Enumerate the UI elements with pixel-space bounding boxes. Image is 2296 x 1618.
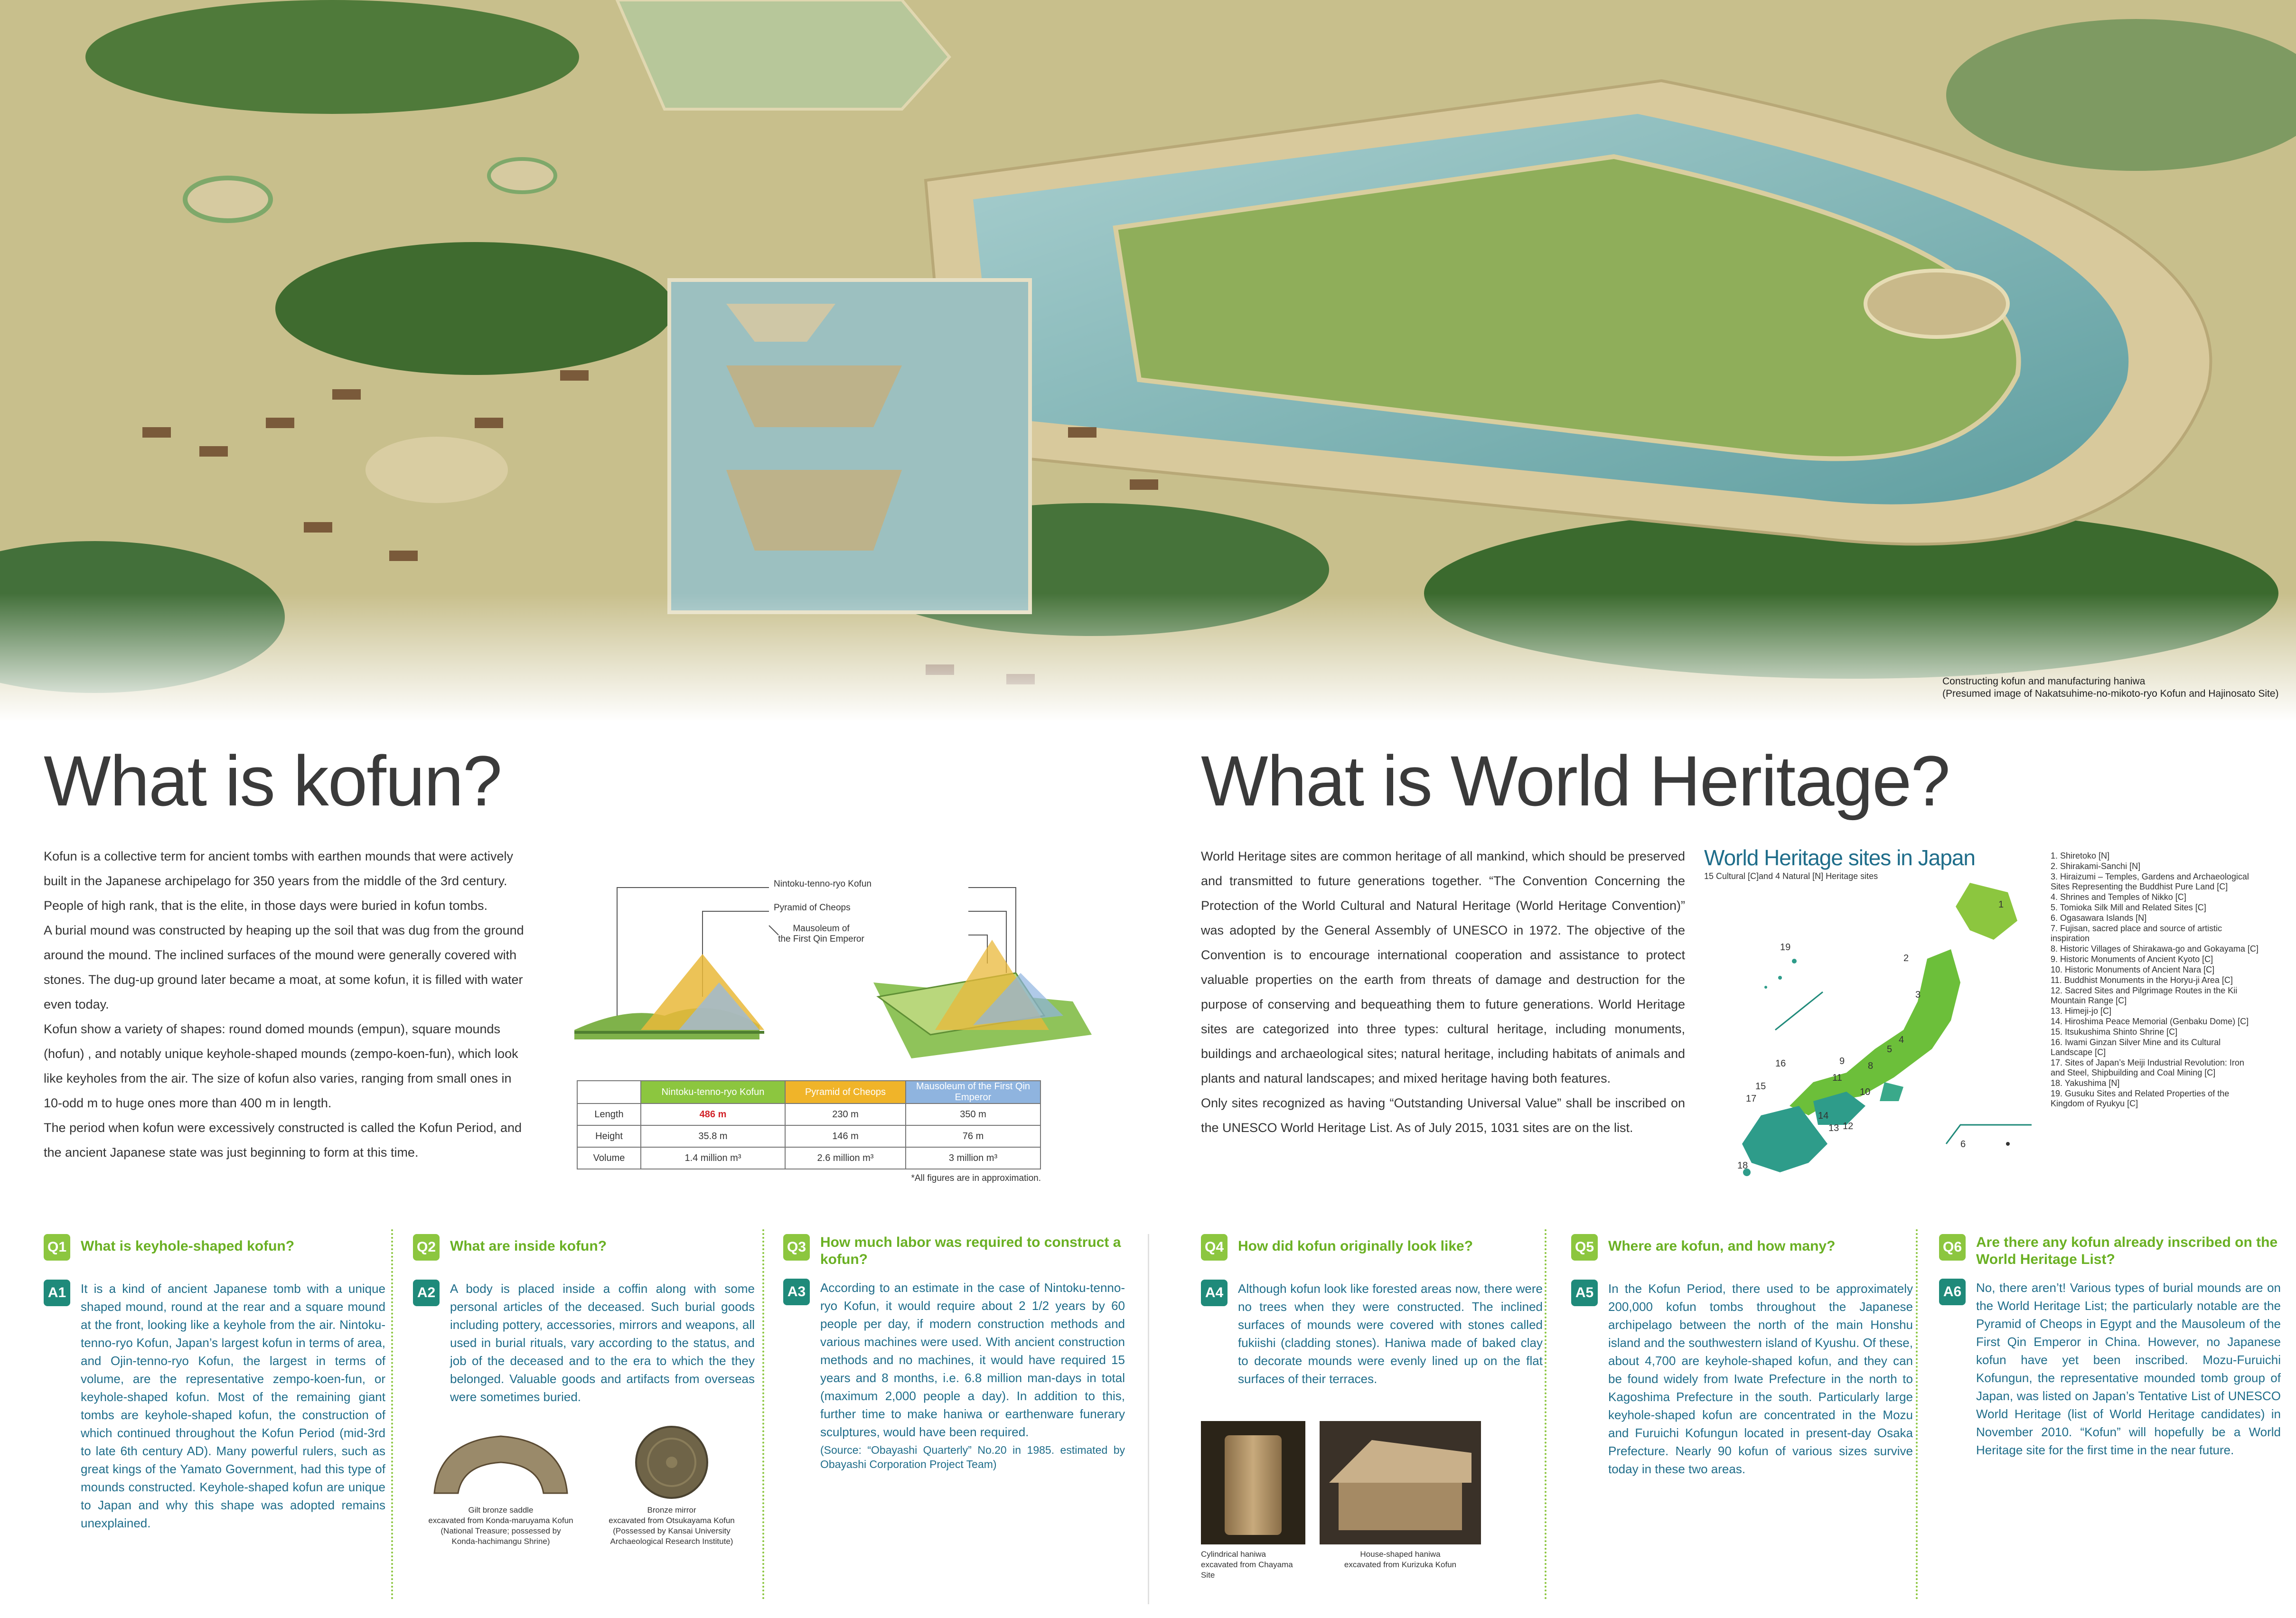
bronze-mirror-image <box>600 1422 743 1503</box>
map-num-8: 8 <box>1868 1061 1874 1071</box>
hero-caption-line1: Constructing kofun and manufacturing haniwa <box>1942 676 2146 687</box>
map-num-15: 15 <box>1755 1081 1766 1092</box>
question-row <box>1939 1234 2281 1268</box>
answer-text: No, there aren’t! Various types of burial mounds are on the World Heritage List; the particularly notable are the Pyramid of Cheops in Egypt and the Mausoleum of the First Qin Emperor in China. However, no Japanese kofun have yet been inscribed. Mozu-Furuichi Kofungun, the representative mounded tomb group of Japan, was listed on Japan’s Tentative List of UNESCO World Heritage (list of World Heritage candidates) in November 2010. “Kofun” will hopefully be a World Heritage site for the first time in the near future. <box>1976 1281 2281 1457</box>
kofun-paragraph: Kofun show a variety of shapes: round domed mounds (empun), square mounds (hofun) , and notably unique keyhole-shaped mounds (zempo-koen-fun), which look like keyholes from the air. The size of kofun also varies, ranging from small ones in 10-odd m to huge ones more than 400 m in length. <box>44 1022 518 1110</box>
table-cell: 3 million m³ <box>906 1147 1040 1169</box>
map-num-11: 11 <box>1832 1073 1842 1083</box>
photo-caption: Cylindrical haniwa excavated from Chayama Site <box>1201 1550 1293 1580</box>
question-text: How did kofun originally look like? <box>1238 1238 1473 1254</box>
answer-row <box>44 1280 385 1532</box>
question-row <box>413 1234 755 1261</box>
table-note: *All figures are in approximation. <box>911 1173 1041 1183</box>
kofun-landscape-illustration <box>0 0 2296 721</box>
answer-row <box>413 1280 755 1406</box>
kofun-paragraph: A burial mound was constructed by heaping up the soil that was dug from the ground around the mound. The inclined surfaces of the mound were generally covered with stones. The dug-up ground later became a moat, at some kofun, it is filled with water even today. <box>44 923 524 1011</box>
table-cell: 1.4 million m³ <box>641 1147 785 1169</box>
a-badge: A1 <box>44 1280 70 1306</box>
photo-caption: Gilt bronze saddle excavated from Konda-maruyama Kofun (National Treasure; possessed by Konda-hachimangu Shrine) <box>428 1506 573 1546</box>
kofun-paragraph: People of high rank, that is the elite, in those days were buried in kofun tombs. <box>44 898 488 913</box>
list-item: 18. Yakushima [N] <box>2051 1078 2120 1088</box>
answer-row <box>1201 1280 1543 1388</box>
answer-row <box>1571 1280 1913 1478</box>
world-heritage-site-list <box>2051 851 2259 1109</box>
table-cell: 486 m <box>641 1104 785 1125</box>
map-subtitle: 15 Cultural [C]and 4 Natural [N] Heritage sites <box>1704 871 1878 881</box>
table-cell: 76 m <box>906 1125 1040 1147</box>
list-item: 10. Historic Monuments of Ancient Nara [C] <box>2051 965 2215 974</box>
label-qin: Mausoleum of the First Qin Emperor <box>778 924 864 944</box>
house-haniwa-block <box>1320 1421 1481 1581</box>
question-row <box>783 1234 1125 1268</box>
map-num-13: 13 <box>1828 1123 1839 1133</box>
size-comparison-illustration <box>570 873 1101 1063</box>
mirror-photo-block <box>600 1422 743 1547</box>
list-item: 4. Shrines and Temples of Nikko [C] <box>2051 892 2186 902</box>
comparison-table <box>577 1080 1041 1184</box>
q-badge: Q4 <box>1201 1234 1228 1261</box>
list-item: 5. Tomioka Silk Mill and Related Sites [C] <box>2051 903 2206 912</box>
list-item: 13. Himeji-jo [C] <box>2051 1006 2112 1016</box>
question-row <box>1571 1234 1913 1261</box>
gilt-bronze-saddle-image <box>425 1422 577 1503</box>
map-num-14: 14 <box>1818 1111 1829 1121</box>
qa-divider <box>1545 1229 1546 1599</box>
table-cell: 35.8 m <box>641 1125 785 1147</box>
map-num-4: 4 <box>1899 1035 1904 1045</box>
map-num-17: 17 <box>1746 1094 1757 1104</box>
hero-caption <box>1942 675 2294 700</box>
artifact-photos <box>413 1422 755 1547</box>
table-row <box>577 1104 1040 1125</box>
row-label: Length <box>577 1104 641 1125</box>
table-header-qin: Mausoleum of the First Qin Emperor <box>906 1081 1040 1104</box>
list-item: 2. Shirakami-Sanchi [N] <box>2051 861 2141 871</box>
answer-row <box>1939 1279 2281 1459</box>
map-num-5: 5 <box>1887 1044 1893 1055</box>
table-header-row <box>577 1081 1040 1104</box>
table-cell: 2.6 million m³ <box>785 1147 906 1169</box>
qa-block-3 <box>783 1234 1125 1471</box>
hero-illustration <box>0 0 2296 721</box>
answer-text: According to an estimate in the case of Nintoku-tenno-ryo Kofun, it would require about 2 1/2 years by 60 people per day, if modern construction methods and various machines were used. With ancient construction methods and no machines, it would have required 15 years and 8 months, i.e. 6.8 million man-days in total (maximum 2,000 people a day). In addition to this, further time to make haniwa or earthenware funerary sculptures, would have been required. <box>820 1281 1125 1439</box>
map-num-10: 10 <box>1860 1087 1871 1097</box>
table-corner-cell <box>577 1081 641 1104</box>
house-shaped-haniwa-image <box>1320 1421 1481 1544</box>
kofun-body <box>44 844 528 1165</box>
qa-divider <box>391 1229 393 1599</box>
a-badge: A4 <box>1201 1280 1228 1306</box>
map-num-18: 18 <box>1737 1160 1748 1171</box>
kofun-title: What is kofun? <box>44 741 502 821</box>
wh-paragraph: Only sites recognized as having “Outstanding Universal Value” shall be inscribed on the UNESCO World Heritage List. As of July 2015, 1031 sites are on the list. <box>1201 1096 1685 1135</box>
japan-map-illustration <box>1704 878 2036 1187</box>
map-title: World Heritage sites in Japan <box>1704 845 1975 870</box>
qa-divider <box>1916 1229 1918 1599</box>
wh-paragraph: World Heritage sites are common heritage of all mankind, which should be preserved and transmitted to future generations together. “The Convention Concerning the Protection of the World Cultural and Natural Heritage (World Heritage Convention)” was adopted by the General Assembly of UNESCO in 1972. The objective of the Convention is to encourage international cooperation and assistance to protect valuable properties on the earth from threats of damage and destruction for the purpose of conserving and bequeathing them to future generations. World Heritage sites are categorized into three types: cultural heritage, including monuments, buildings and archaeological sites; natural heritage, including habitats of animals and plants and natural landscapes; and mixed heritage having both features. <box>1201 849 1685 1085</box>
a-badge: A2 <box>413 1280 440 1306</box>
question-text: What are inside kofun? <box>450 1238 607 1254</box>
table-header-nintoku: Nintoku-tenno-ryo Kofun <box>641 1081 785 1104</box>
kofun-paragraph: Kofun is a collective term for ancient tombs with earthen mounds that were actively built in the Japanese archipelago for 350 years from the middle of the 3rd century. <box>44 849 513 888</box>
size-comparison-diagram <box>570 873 1101 1063</box>
table-header-cheops: Pyramid of Cheops <box>785 1081 906 1104</box>
list-item: 15. Itsukushima Shinto Shrine [C] <box>2051 1027 2178 1037</box>
answer-row <box>783 1279 1125 1471</box>
a-badge: A5 <box>1571 1280 1598 1306</box>
label-cheops: Pyramid of Cheops <box>774 903 851 913</box>
answer-text: It is a kind of ancient Japanese tomb with a unique shaped mound, round at the rear and a square mound at the front, looking like a keyhole from the air. Nintoku-tenno-ryo Kofun, Japan’s largest kofun in terms of area, and Ojin-tenno-ryo Kofun, the largest in terms of volume, are the representative zempo-koen-fun, or keyhole-shaped kofun. Most of the remaining giant tombs are keyhole-shaped kofun, the construction of which continued throughout the Kofun Period (mid-3rd to late 6th century AD). Many powerful rulers, such as great kings of the Yamato Government, had this type of mounds constructed. Keyhole-shaped kofun are unique to Japan and why this shape was adopted remains unexplained. <box>81 1281 385 1530</box>
cylindrical-haniwa-image <box>1201 1421 1305 1544</box>
qa-block-4 <box>1201 1234 1543 1581</box>
list-item: 14. Hiroshima Peace Memorial (Genbaku Dome) [C] <box>2051 1017 2249 1026</box>
row-label: Height <box>577 1125 641 1147</box>
answer-source: (Source: “Obayashi Quarterly” No.20 in 1985. estimated by Obayashi Corporation Project Team) <box>820 1444 1125 1470</box>
a-badge: A6 <box>1939 1279 1966 1305</box>
q-badge: Q2 <box>413 1234 440 1261</box>
map-num-2: 2 <box>1903 953 1909 963</box>
qa-divider <box>762 1229 764 1599</box>
qa-block-5 <box>1571 1234 1913 1478</box>
question-text: Are there any kofun already inscribed on the World Heritage List? <box>1976 1235 2278 1267</box>
answer-text: Although kofun look like forested areas now, there were no trees when they were constructed. The inclined surfaces of mounds were covered with stones called fukiishi (cladding stones). Haniwa made of baked clay to decorate mounds were evenly lined up on the flat surfaces of their terraces. <box>1238 1281 1543 1386</box>
list-item: 6. Ogasawara Islands [N] <box>2051 913 2147 923</box>
table-cell: 350 m <box>906 1104 1040 1125</box>
kofun-paragraph: The period when kofun were excessively constructed is called the Kofun Period, and the ancient Japanese state was just beginning to form at this time. <box>44 1121 522 1160</box>
list-item: 16. Iwami Ginzan Silver Mine and its Cultural Landscape [C] <box>2051 1038 2221 1057</box>
map-num-3: 3 <box>1915 990 1921 1000</box>
label-nintoku: Nintoku-tenno-ryo Kofun <box>774 879 872 889</box>
qa-block-6 <box>1939 1234 2281 1459</box>
table-cell: 146 m <box>785 1125 906 1147</box>
list-item: 7. Fujisan, sacred place and source of artistic inspiration <box>2051 924 2222 943</box>
world-heritage-title: What is World Heritage? <box>1201 741 1949 821</box>
list-item: 8. Historic Villages of Shirakawa-go and Gokayama [C] <box>2051 944 2259 954</box>
cylindrical-haniwa-block <box>1201 1421 1305 1581</box>
map-num-12: 12 <box>1843 1121 1854 1132</box>
q-badge: Q6 <box>1939 1234 1966 1261</box>
question-text: Where are kofun, and how many? <box>1608 1238 1836 1254</box>
qa-block-1 <box>44 1234 385 1532</box>
q-badge: Q1 <box>44 1234 70 1261</box>
japan-map <box>1704 845 2036 1187</box>
q-badge: Q5 <box>1571 1234 1598 1261</box>
map-num-9: 9 <box>1839 1056 1845 1066</box>
question-text: What is keyhole-shaped kofun? <box>81 1238 295 1254</box>
list-item: 17. Sites of Japan’s Meiji Industrial Revolution: Iron and Steel, Shipbuilding and Coal Mining [C] <box>2051 1058 2244 1077</box>
list-item: 3. Hiraizumi – Temples, Gardens and Archaeological Sites Representing the Buddhist Pure Land [C] <box>2051 872 2249 891</box>
photo-caption: House-shaped haniwa excavated from Kurizuka Kofun <box>1344 1550 1457 1569</box>
table-row <box>577 1147 1040 1169</box>
saddle-photo-block <box>425 1422 577 1547</box>
map-num-19: 19 <box>1780 942 1791 953</box>
a-badge: A3 <box>783 1279 810 1305</box>
list-item: 11. Buddhist Monuments in the Horyu-ji Area [C] <box>2051 975 2233 985</box>
table-cell: 230 m <box>785 1104 906 1125</box>
list-item: 19. Gusuku Sites and Related Properties of the Kingdom of Ryukyu [C] <box>2051 1089 2230 1108</box>
list-item: 9. Historic Monuments of Ancient Kyoto [C] <box>2051 954 2213 964</box>
answer-text: A body is placed inside a coffin along with some personal articles of the deceased. Such burial goods including pottery, accessories, mirrors and weapons, all used in burial rituals, vary according to the status, and job of the deceased and to the era to which the they belonged. Valuable goods and artifacts from overseas were sometimes buried. <box>450 1281 755 1404</box>
list-item: 12. Sacred Sites and Pilgrimage Routes in the Kii Mountain Range [C] <box>2051 986 2238 1005</box>
q-badge: Q3 <box>783 1234 810 1261</box>
question-text: How much labor was required to construct a kofun? <box>820 1235 1121 1267</box>
map-num-1: 1 <box>1998 899 2004 910</box>
hero-caption-line2: (Presumed image of Nakatsuhime-no-mikoto-ryo Kofun and Hajinosato Site) <box>1942 688 2279 699</box>
map-num-16: 16 <box>1775 1058 1786 1069</box>
row-label: Volume <box>577 1147 641 1169</box>
answer-content <box>820 1279 1125 1471</box>
question-row <box>1201 1234 1543 1261</box>
comparison-table-grid <box>577 1080 1041 1169</box>
photo-caption: Bronze mirror excavated from Otsukayama Kofun (Possessed by Kansai University Archaeological Research Institute) <box>609 1506 735 1546</box>
table-row <box>577 1125 1040 1147</box>
world-heritage-body <box>1201 844 1685 1140</box>
map-num-6: 6 <box>1960 1139 1966 1150</box>
page-gutter <box>1148 1234 1149 1604</box>
haniwa-photos <box>1201 1421 1543 1581</box>
qa-block-2 <box>413 1234 755 1547</box>
answer-text: In the Kofun Period, there used to be approximately 200,000 kofun tombs throughout the Japanese archipelago between the north of the main Honshu island and the southwestern island of Kyushu. Of these, about 4,700 are keyhole-shaped kofun, and they can be found widely from Iwate Prefecture in the north to Kagoshima Prefecture in the south. Particularly large keyhole-shaped kofun are concentrated in the Mozu and Furuichi Kofungun located in present-day Osaka Prefecture. Nearly 90 kofun of various sizes survive today in these two areas. <box>1608 1281 1913 1476</box>
list-item: 1. Shiretoko [N] <box>2051 851 2110 860</box>
question-row <box>44 1234 385 1261</box>
